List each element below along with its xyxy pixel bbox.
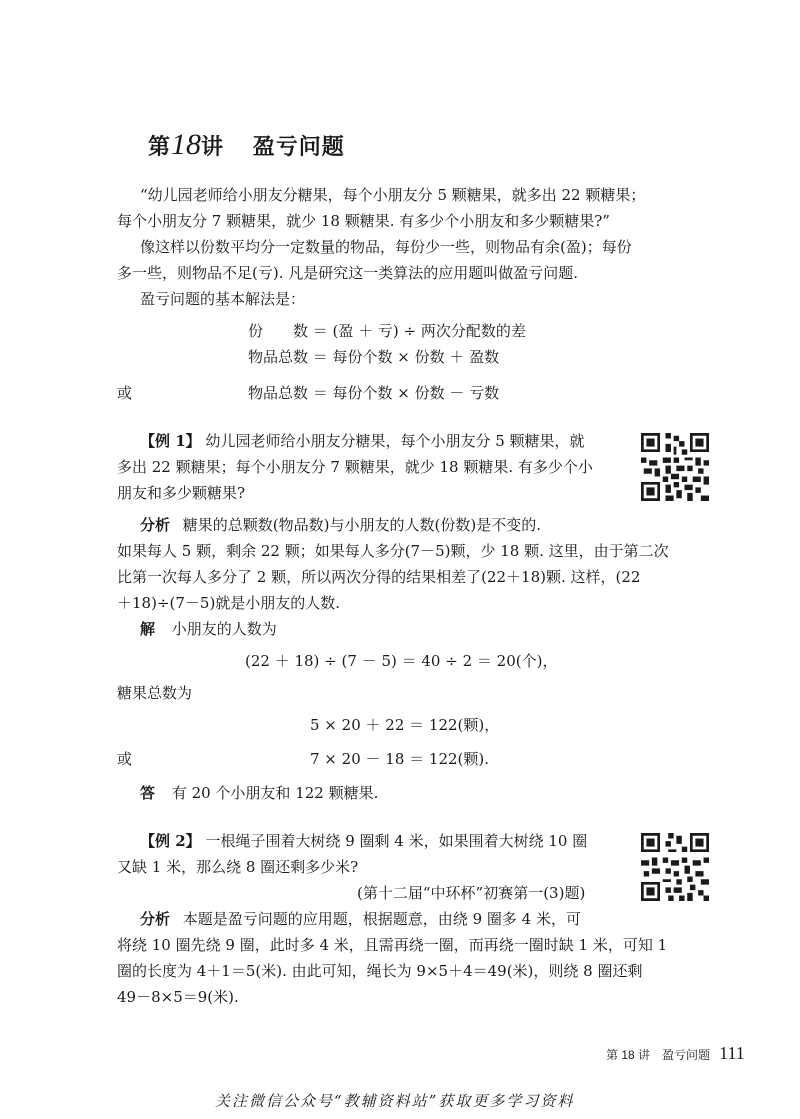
- example1-equation1: (22 ＋ 18) ÷ (7 － 5) ＝ 40 ÷ 2 ＝ 20(个)，: [245, 652, 558, 670]
- footer-section: 第 18 讲 盈亏问题: [606, 1048, 711, 1062]
- example1-solution-text: 小朋友的人数为: [171, 620, 277, 638]
- example1-equation3: 7 × 20 － 18 ＝ 122(颗).: [310, 750, 489, 768]
- example1-problem-line2: 多出 22 颗糖果；每个小朋友分 7 颗糖果，就少 18 颗糖果. 有多少个小: [117, 458, 593, 476]
- title-topic: 盈亏问题: [252, 134, 345, 160]
- example1-analysis-line2: 如果每人 5 颗，剩余 22 颗；如果每人多分(7－5)颗，少 18 颗. 这里，由于第二次: [117, 542, 669, 560]
- example1-analysis-line1: [140, 512, 541, 538]
- formula-1: 份 数 ＝ (盈 ＋ 亏) ÷ 两次分配数的差: [248, 322, 526, 340]
- intro-quote-line2: 每个小朋友分 7 颗糖果，就少 18 颗糖果. 有多少个小朋友和多少颗糖果?”: [117, 212, 610, 230]
- example2-problem-line1: 一根绳子围着大树绕 9 圈剩 4 米，如果围着大树绕 10 圈: [205, 832, 588, 850]
- or-label-2: 或: [117, 750, 133, 768]
- qr-code-icon: [641, 833, 709, 901]
- example1-solution-label: 解: [140, 620, 156, 638]
- formula-3: 物品总数 ＝ 每份个数 × 份数 － 亏数: [248, 384, 500, 402]
- method-intro: 盈亏问题的基本解法是：: [140, 290, 306, 308]
- example1-problem-line1: 幼儿园老师给小朋友分糖果，每个小朋友分 5 颗糖果，就: [205, 432, 585, 450]
- bottom-banner: 关注微信公众号“教辅资料站”获取更多学习资料: [215, 1092, 575, 1110]
- intro-quote-line1: “幼儿园老师给小朋友分糖果，每个小朋友分 5 颗糖果，就多出 22 颗糖果；: [140, 186, 646, 204]
- intro-para-line2: 多一些，则物品不足(亏). 凡是研究这一类算法的应用题叫做盈亏问题.: [117, 264, 579, 282]
- example1-solution: [140, 616, 277, 642]
- title-number: 18: [171, 128, 202, 161]
- qr-code-icon: [641, 433, 709, 501]
- example2-analysis-label: 分析: [140, 910, 171, 928]
- example1-analysis-line3: 比第一次每人多分了 2 颗，所以两次分得的结果相差了(22＋18)颗. 这样，(22: [117, 568, 641, 586]
- example1-problem-line3: 朋友和多少颗糖果?: [117, 484, 246, 502]
- example2-analysis-line1: [140, 906, 581, 932]
- example2-analysis-text1: 本题是盈亏问题的应用题，根据题意，由绕 9 圈多 4 米，可: [182, 910, 581, 928]
- or-label-1: 或: [117, 384, 133, 402]
- lecture-title: [148, 128, 345, 162]
- example1-total-label: 糖果总数为: [117, 684, 193, 702]
- example1-analysis-text1: 糖果的总颗数(物品数)与小朋友的人数(份数)是不变的.: [182, 516, 541, 534]
- title-suffix: 讲: [201, 134, 225, 160]
- title-prefix: 第: [148, 134, 172, 160]
- example1-answer-label: 答: [140, 784, 156, 802]
- intro-para-line1: 像这样以份数平均分一定数量的物品，每份少一些，则物品有余(盈)；每份: [140, 238, 632, 256]
- example2-analysis-line2: 将绕 10 圈先绕 9 圈，此时多 4 米，且需再绕一圈，而再绕一圈时缺 1 米，可知 1: [117, 936, 668, 954]
- example2-analysis-line3: 圈的长度为 4＋1＝5(米). 由此可知，绳长为 9×5＋4＝49(米)，则绕 8 圈还剩: [117, 962, 643, 980]
- page-number: 111: [719, 1043, 745, 1063]
- example2-source: (第十二届“中环杯”初赛第一(3)题): [357, 884, 586, 902]
- example1-analysis-label: 分析: [140, 516, 171, 534]
- formula-2: 物品总数 ＝ 每份个数 × 份数 ＋ 盈数: [248, 348, 500, 366]
- example2-problem-line2: 又缺 1 米，那么绕 8 圈还剩多少米?: [117, 858, 359, 876]
- example1-analysis-line4: ＋18)÷(7－5)就是小朋友的人数.: [117, 594, 341, 612]
- example1-answer-text: 有 20 个小朋友和 122 颗糖果.: [171, 784, 379, 802]
- example1-line1: [140, 428, 585, 454]
- example2-line1: [140, 828, 587, 854]
- example2-analysis-line4: 49－8×5＝9(米).: [117, 988, 239, 1006]
- page-footer: [606, 1043, 745, 1064]
- example1-label: 【例 1】: [140, 432, 201, 450]
- example1-answer: [140, 780, 378, 806]
- example2-label: 【例 2】: [140, 832, 201, 850]
- example1-equation2: 5 × 20 ＋ 22 ＝ 122(颗)，: [310, 716, 500, 734]
